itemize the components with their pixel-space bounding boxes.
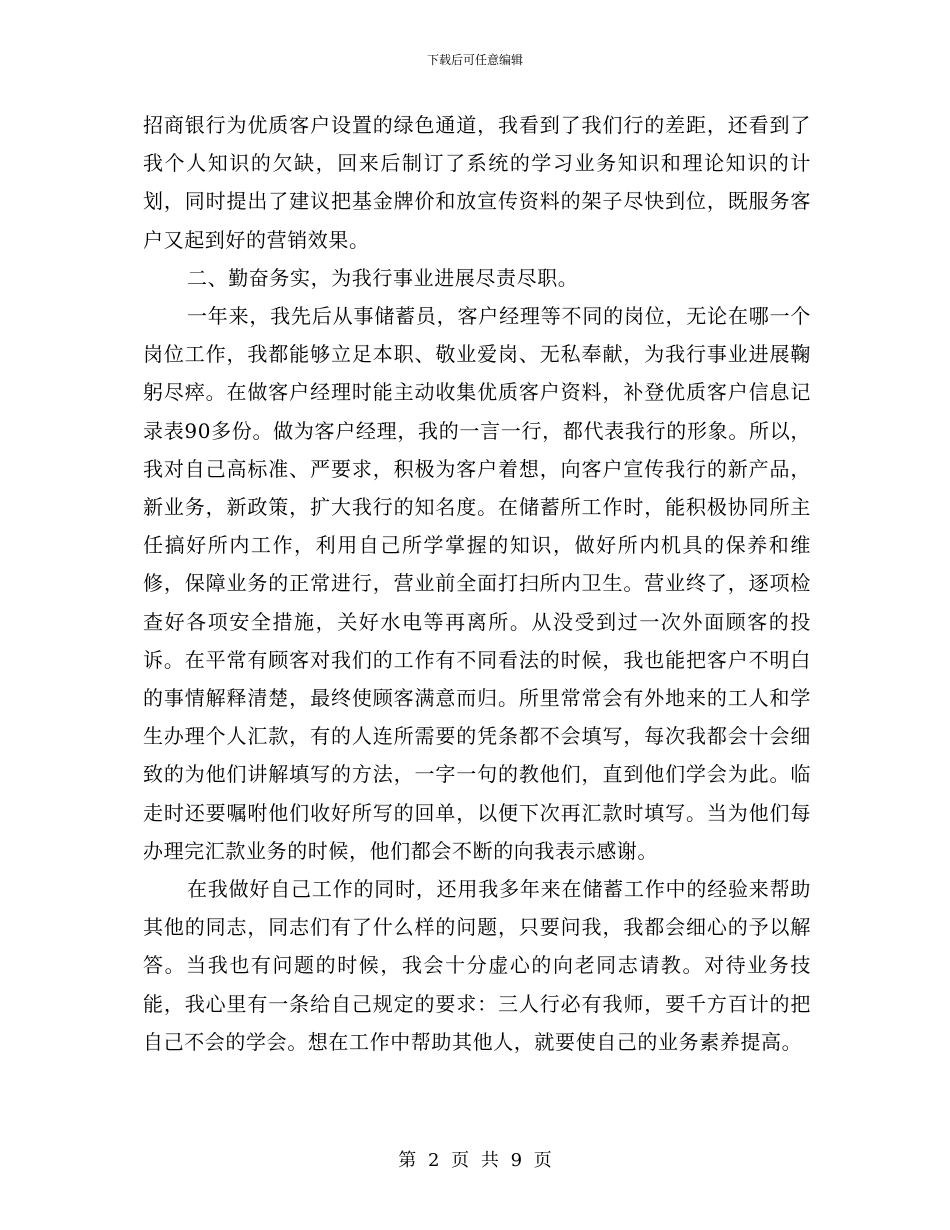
page-header: 下载后可任意编辑 — [426, 53, 523, 67]
paragraph-4: 在我做好自己工作的同时，还用我多年来在储蓄工作中的经验来帮助其他的同志，同志们有了什么样的问题，只要问我，我都会细心的予以解答。当我也有问题的时候，我会十分虚心的向老同志请教。对待业务技能，我心里有一条给自己规定的要求：三人行必有我师，要千方百计的把自己不会的学会。想在工作中帮助其他人，就要使自己的业务素养提高。 — [143, 877, 811, 1054]
paragraph-1: 招商银行为优质客户设置的绿色通道，我看到了我们行的差距，还看到了我个人知识的欠缺，回来后制订了系统的学习业务知识和理论知识的计划，同时提出了建议把基金牌价和放宣传资料的架子尽快到位，既服务客户又起到好的营销效果。 — [143, 113, 811, 252]
page-number-footer: 第 2 页 共 9 页 — [398, 1150, 552, 1171]
document-body — [143, 106, 811, 1061]
paragraph-3: 一年来，我先后从事储蓄员，客户经理等不同的岗位，无论在哪一个岗位工作，我都能够立足本职、敬业爱岗、无私奉献，为我行事业进展鞠躬尽瘁。在做客户经理时能主动收集优质客户资料，补登优质客户信息记录表90多份。做为客户经理，我的一言一行，都代表我行的形象。所以，我对自己高标准、严要求，积极为客户着想，向客户宣传我行的新产品，新业务，新政策，扩大我行的知名度。在储蓄所工作时，能积极协同所主任搞好所内工作，利用自己所学掌握的知识，做好所内机具的保养和维修，保障业务的正常进行，营业前全面打扫所内卫生。营业终了，逐项检查好各项安全措施，关好水电等再离所。从没受到过一次外面顾客的投诉。在平常有顾客对我们的工作有不同看法的时候，我也能把客户不明白的事情解释清楚，最终使顾客满意而归。所里常常会有外地来的工人和学生办理个人汇款，有的人连所需要的凭条都不会填写，每次我都会十会细致的为他们讲解填写的方法，一字一句的教他们，直到他们学会为此。临走时还要嘱咐他们收好所写的回单，以便下次再汇款时填写。当为他们每办理完汇款业务的时候，他们都会不断的向我表示感谢。 — [143, 304, 811, 863]
paragraph-section-heading: 二、勤奋务实，为我行事业进展尽责尽职。 — [187, 265, 579, 290]
